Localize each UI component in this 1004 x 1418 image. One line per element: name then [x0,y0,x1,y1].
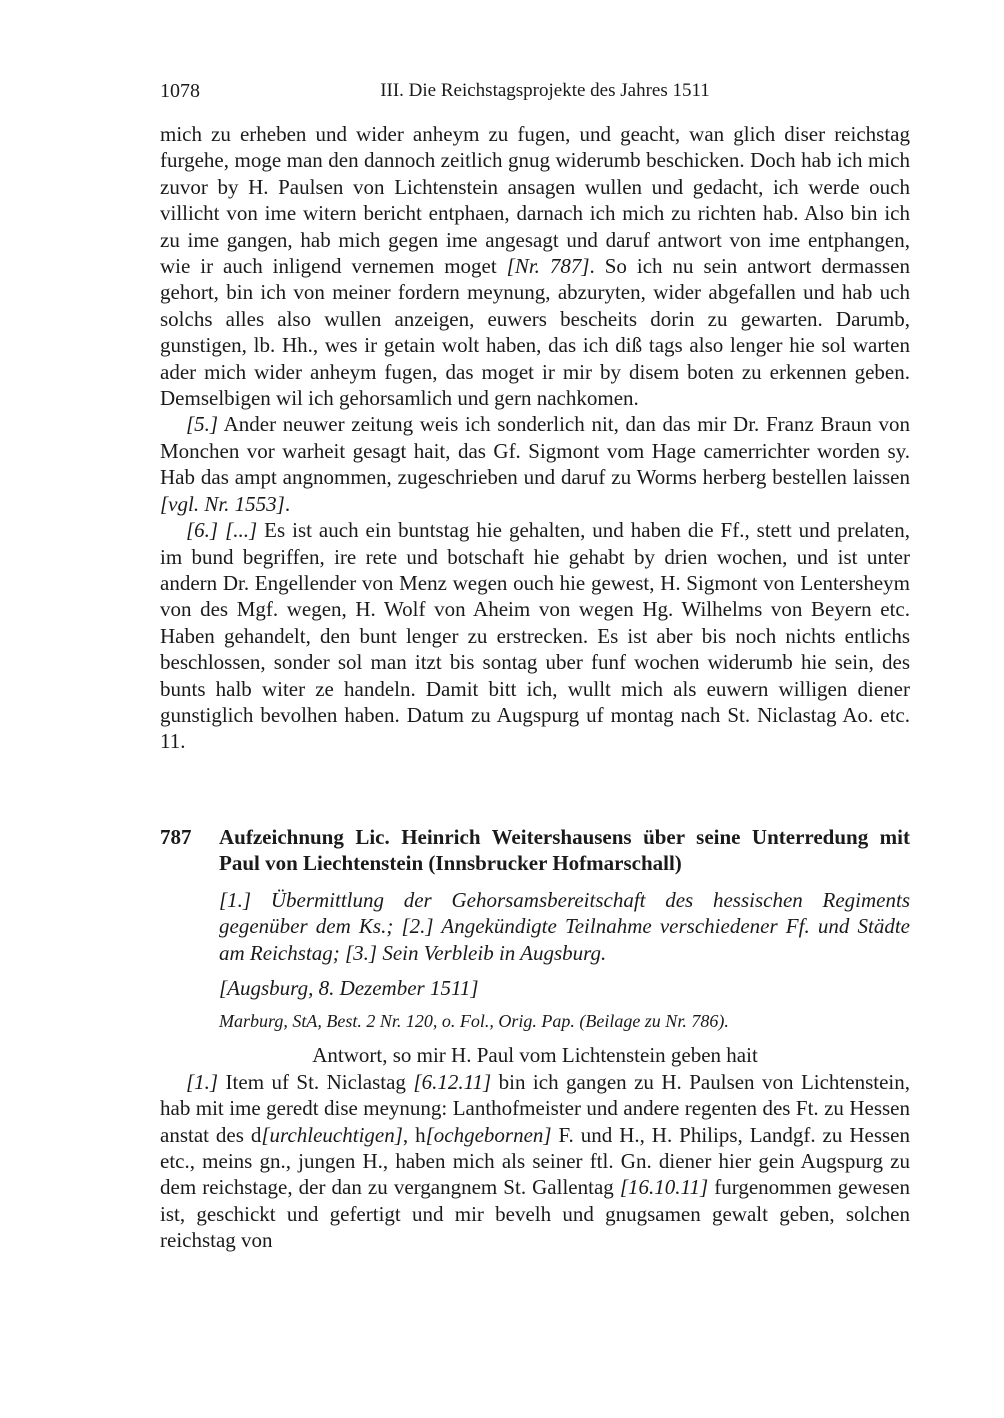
text-segment: bin ich gangen zu H. Paulsen von Lichtenstein, hab mit ime geredt dise meynung: Lanthofmeister und andere regenten des Ft. zu Hessen anstat des d [160,1069,911,1147]
document-date: [Augsburg, 8. Dezember 1511] [219,976,479,1001]
abbreviation-expansion: [ochgebornen] [425,1122,552,1147]
text-segment: , h [402,1122,426,1147]
date-annotation: [6.12.11] [413,1069,492,1094]
document-787 [160,824,910,1254]
document-number: 787 [160,825,192,849]
text-segment: . So ich nu sein antwort dermassen gehort, bin ich von meiner fordern meynung, abzuryten, wider abgefallen und hab uch solchs alles also wullen anzeigen, euwers bescheits dorin zu gewarten. Darumb, gunstigen, lb. Hh., wes ir getain wolt haben, das ich diß tags also lenger hie sol warten ader mich wider anheym fugen, das moget ir mir by disem boten zu erkennen geben. Demselbigen wil ich gehorsamlich und gern nachkomen. [160,254,910,411]
abbreviation-expansion: [urchleuchtigen] [261,1122,403,1147]
paragraph-6 [160,517,910,755]
paragraph-marker: [6.] [...] [186,518,258,543]
paragraph-marker: [1.] [186,1069,219,1094]
paragraph-5 [160,411,910,517]
document-title: Aufzeichnung Lic. Heinrich Weitershausens über seine Unterredung mit Paul von Liechtenstein (Innsbrucker Hofmarschall) [219,825,910,876]
document-source: Marburg, StA, Best. 2 Nr. 120, o. Fol., Orig. Pap. (Beilage zu Nr. 786). [219,1011,729,1032]
date-annotation: [16.10.11] [619,1175,709,1200]
cross-reference: [vgl. Nr. 1553] [160,491,285,516]
document-regest: [1.] Übermittlung der Gehorsamsbereitschaft des hessischen Regiments gegenüber dem Ks.; [2.] Angekündigte Teilnahme verschiedener Ff. und Städte am Reichstag; [3.] Sein Verbleib in Augsburg. [219,887,910,965]
document-paragraph-1 [160,1069,910,1254]
text-segment: Ander neuwer zeitung weis ich sonderlich nit, dan das mir Dr. Franz Braun von Monchen vor warheit gesagt hait, das Gf. Sigmont vom Hage camerrichter worden sy. Hab das ampt angnommen, zugeschrieben und daruf zu Worms herberg bestellen laissen [160,412,910,490]
paragraph-continued [160,121,910,411]
text-segment: Es ist auch ein buntstag hie gehalten, und haben die Ff., stett und prelaten, im bund begriffen, ire rete und botschaft hie gehabt by drien wochen, und ist unter andern Dr. Engellender von Menz wegen ouch hie gewest, H. Sigmont von Lentersheym von des Mgf. wegen, H. Wolf von Aheim von wegen Hg. Wilhelms von Beyern etc. Haben gehandelt, den bunt lenger zu erstrecken. Es ist aber bis noch nichts entlichs beschlossen, sonder sol man itzt bis sontag uber funf wochen widerumb hie sein, des bunts halb witer ze handeln. Damit bitt ich, wullt mich als euwern willigen diener gunstiglich bevolhen haben. Datum zu Augspurg uf montag nach St. Niclastag Ao. etc. 11. [160,518,910,754]
running-header [160,80,910,106]
text-segment: . [284,491,291,516]
text-segment: furgenommen gewesen ist, geschickt und gefertigt und mir bevelh und gnugsamen gewalt geben, solchen reichstag von [160,1175,910,1253]
document-heading: Antwort, so mir H. Paul vom Lichtenstein geben hait [312,1043,758,1068]
paragraph-marker: [5.] [186,412,219,437]
text-segment: Item uf St. Niclastag [218,1069,414,1094]
continuation-text [160,121,910,755]
text-segment: mich zu erheben und wider anheym zu fugen, und geacht, wan glich diser reichstag furgehe, moge man den dannoch zeitlich gnug widerumb beschicken. Doch hab ich mich zuvor by H. Paulsen von Lichtenstein ansagen wullen und gedacht, ich werde ouch villicht von ime witern bericht entphaen, darnach ich mich zu richten hab. Also bin ich zu ime gangen, hab mich gegen ime angesagt und daruf antwort von ime entphangen, wie ir auch inligend vernemen moget [160,122,910,279]
page-number: 1078 [160,80,200,102]
cross-reference: [Nr. 787] [506,254,590,279]
running-title: III. Die Reichstagsprojekte des Jahres 1511 [380,80,710,101]
text-segment: F. und H., H. Philips, Landgf. zu Hessen etc., meins gn., jungen H., haben mich als seiner ftl. Gn. diener hier gein Augspurg zu dem reichstage, der dan zu vergangnem St. Gallentag [160,1122,910,1200]
